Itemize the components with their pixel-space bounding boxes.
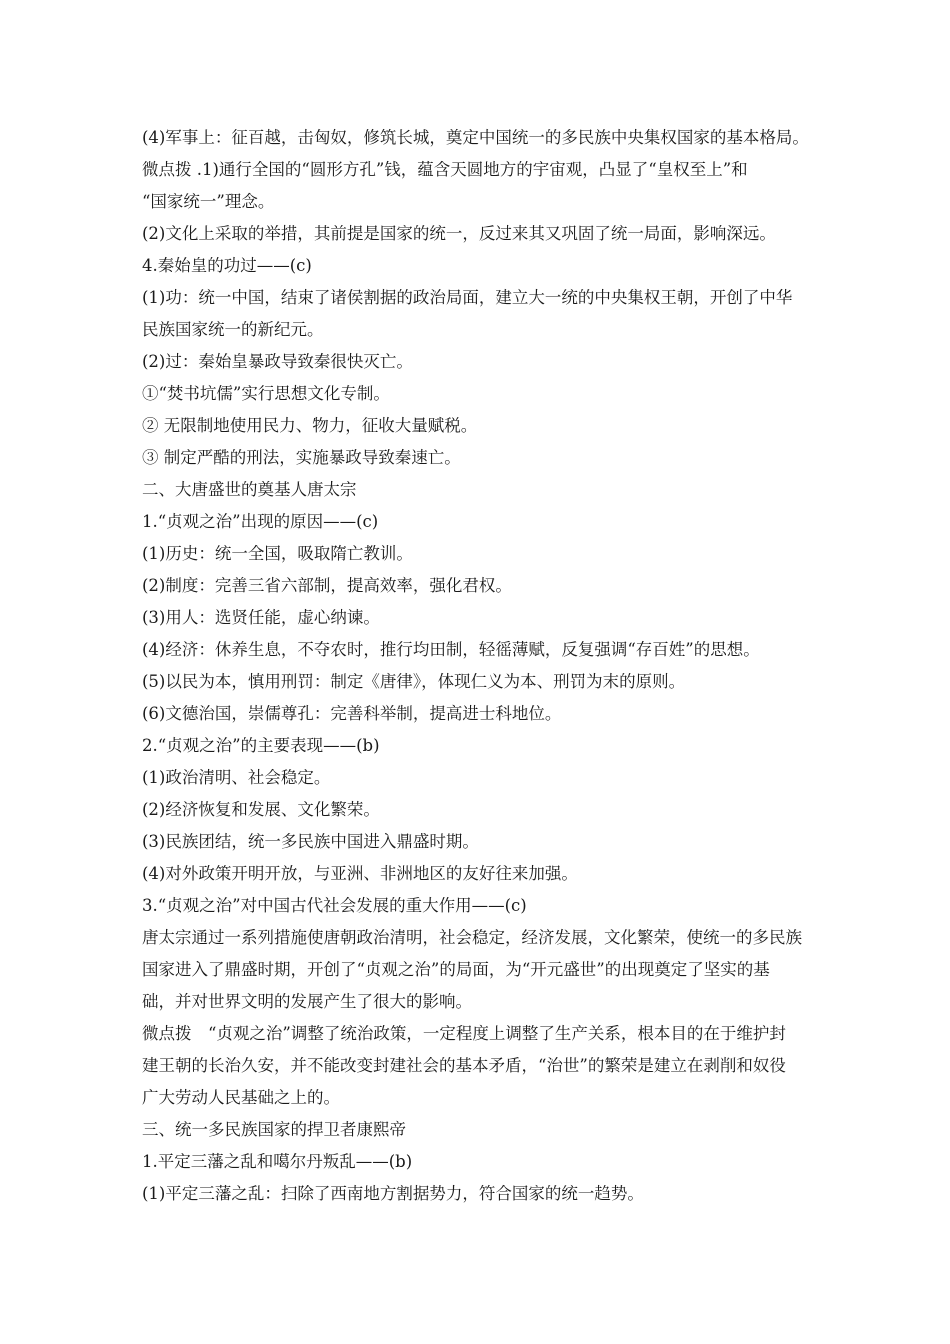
chapter-heading: 二、大唐盛世的奠基人唐太宗 (142, 480, 357, 499)
text-line: 唐太宗通过一系列措施使唐朝政治清明，社会稳定，经济发展，文化繁荣，使统一的多民族 (142, 928, 802, 947)
text-line: 国家进入了鼎盛时期，开创了“贞观之治”的局面，为“开元盛世”的出现奠定了坚实的基 (142, 960, 770, 979)
section-heading: 2.“贞观之治”的主要表现——(b) (142, 736, 380, 755)
chapter-heading: 三、统一多民族国家的捍卫者康熙帝 (142, 1120, 406, 1139)
section-heading: 1.“贞观之治”出现的原因——(c) (142, 512, 379, 531)
text-line: (3)用人：选贤任能，虚心纳谏。 (142, 608, 380, 627)
section-heading: 3.“贞观之治”对中国古代社会发展的重大作用——(c) (142, 896, 527, 915)
section-heading: 4.秦始皇的功过——(c) (142, 256, 312, 275)
text-line: (2)制度：完善三省六部制，提高效率，强化君权。 (142, 576, 512, 595)
text-line: 微点拨 .1)通行全国的“圆形方孔”钱，蕴含天圆地方的宇宙观，凸显了“皇权至上”和 (142, 160, 748, 179)
text-line: (2)经济恢复和发展、文化繁荣。 (142, 800, 380, 819)
text-line: 民族国家统一的新纪元。 (142, 320, 324, 339)
text-line: “国家统一”理念。 (142, 192, 275, 211)
text-line: 微点拨 “贞观之治”调整了统治政策，一定程度上调整了生产关系，根本目的在于维护封 (142, 1024, 786, 1043)
text-line: (3)民族团结，统一多民族中国进入鼎盛时期。 (142, 832, 479, 851)
text-line: ② 无限制地使用民力、物力，征收大量赋税。 (142, 416, 478, 435)
text-line: 础，并对世界文明的发展产生了很大的影响。 (142, 992, 472, 1011)
text-line: (5)以民为本，慎用刑罚：制定《唐律》，体现仁义为本、刑罚为末的原则。 (142, 672, 686, 691)
section-heading: 1.平定三藩之乱和噶尔丹叛乱——(b) (142, 1152, 413, 1171)
text-line: (6)文德治国，崇儒尊孔：完善科举制，提高进士科地位。 (142, 704, 562, 723)
text-line: ③ 制定严酷的刑法，实施暴政导致秦速亡。 (142, 448, 461, 467)
text-line: (4)经济：休养生息，不夺农时，推行均田制，轻徭薄赋，反复强调“存百姓”的思想。 (142, 640, 760, 659)
text-line: (2)过：秦始皇暴政导致秦很快灭亡。 (142, 352, 413, 371)
text-line: (4)对外政策开明开放，与亚洲、非洲地区的友好往来加强。 (142, 864, 578, 883)
text-line: (4)军事上：征百越，击匈奴，修筑长城，奠定中国统一的多民族中央集权国家的基本格局。 (142, 128, 809, 147)
text-line: 建王朝的长治久安，并不能改变封建社会的基本矛盾，“治世”的繁荣是建立在剥削和奴役 (142, 1056, 786, 1075)
text-line: (1)历史：统一全国，吸取隋亡教训。 (142, 544, 413, 563)
text-line: (1)政治清明、社会稳定。 (142, 768, 331, 787)
text-line: (2)文化上采取的举措，其前提是国家的统一，反过来其又巩固了统一局面，影响深远。 (142, 224, 776, 243)
text-line: (1)平定三藩之乱：扫除了西南地方割据势力，符合国家的统一趋势。 (142, 1184, 644, 1203)
text-line: 广大劳动人民基础之上的。 (142, 1088, 340, 1107)
text-line: (1)功：统一中国，结束了诸侯割据的政治局面，建立大一统的中央集权王朝，开创了中华 (142, 288, 793, 307)
text-line: ①“焚书坑儒”实行思想文化专制。 (142, 384, 390, 403)
